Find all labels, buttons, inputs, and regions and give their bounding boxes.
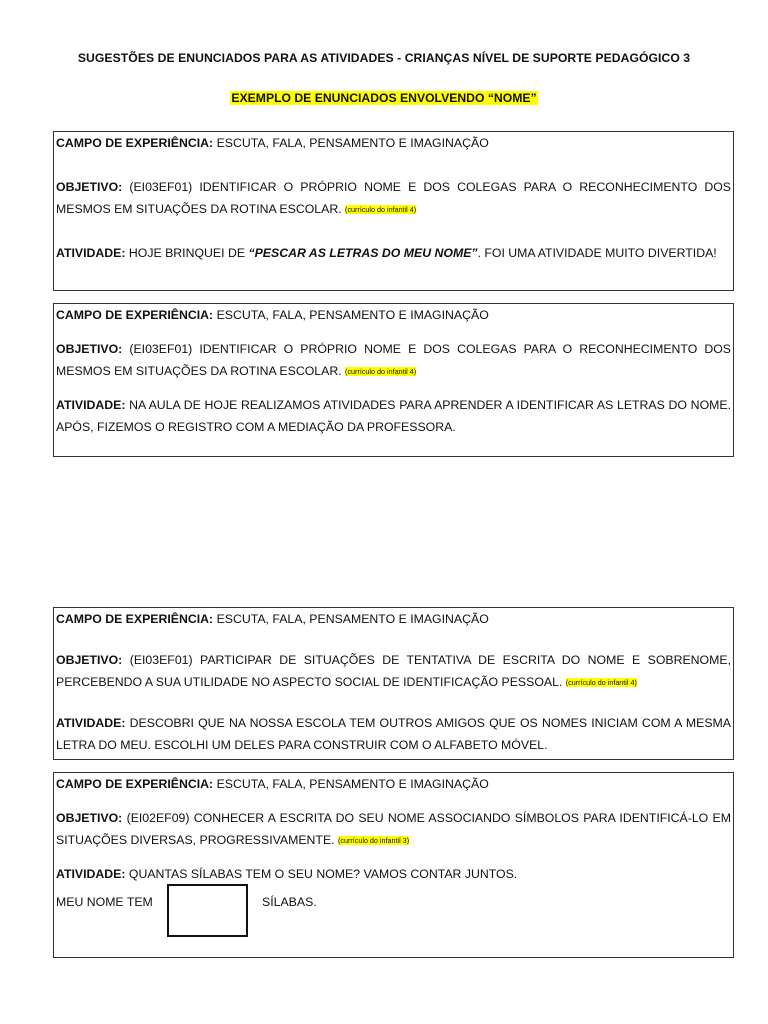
atividade-emphasis: “PESCAR AS LETRAS DO MEU NOME” xyxy=(248,246,478,260)
campo-label: CAMPO DE EXPERIÊNCIA: xyxy=(56,612,214,626)
objetivo-value: (EI02EF09) CONHECER A ESCRITA DO SEU NOME ASSOCIANDO SÍMBOLOS PARA IDENTIFICÁ-LO EM SITUAÇÕES DIVERSAS, PROGRESSIVAMENTE. xyxy=(56,811,731,847)
atividade-label: ATIVIDADE: xyxy=(56,867,126,881)
objetivo-line xyxy=(56,807,731,851)
campo-line xyxy=(56,304,731,326)
campo-label: CAMPO DE EXPERIÊNCIA: xyxy=(56,136,214,150)
atividade-line xyxy=(56,712,731,756)
campo-line xyxy=(56,608,731,630)
activity-card-4 xyxy=(53,772,734,958)
campo-value: ESCUTA, FALA, PENSAMENTO E IMAGINAÇÃO xyxy=(216,308,489,322)
activity-card-3 xyxy=(53,607,734,760)
objetivo-label: OBJETIVO: xyxy=(56,342,123,356)
activity-card-1 xyxy=(53,131,734,291)
atividade-label: ATIVIDADE: xyxy=(56,398,126,412)
atividade-value: DESCOBRI QUE NA NOSSA ESCOLA TEM OUTROS AMIGOS QUE OS NOMES INICIAM COM A MESMA LETRA DO MEU. ESCOLHI UM DELES PARA CONSTRUIR COM O ALFABETO MÓVEL. xyxy=(56,716,731,752)
atividade-value: NA AULA DE HOJE REALIZAMOS ATIVIDADES PARA APRENDER A IDENTIFICAR AS LETRAS DO NOME. APÓS, FIZEMOS O REGISTRO COM A MEDIAÇÃO DA PROFESSORA. xyxy=(56,398,731,434)
objetivo-line xyxy=(56,338,731,382)
curriculo-tag: (currículo do infantil 3) xyxy=(337,836,410,845)
campo-value: ESCUTA, FALA, PENSAMENTO E IMAGINAÇÃO xyxy=(216,612,489,626)
atividade-line xyxy=(56,242,731,264)
atividade-label: ATIVIDADE: xyxy=(56,246,126,260)
atividade-label: ATIVIDADE: xyxy=(56,716,126,730)
atividade-line xyxy=(56,863,731,885)
syllable-count-box[interactable] xyxy=(167,884,248,937)
campo-value: ESCUTA, FALA, PENSAMENTO E IMAGINAÇÃO xyxy=(216,136,489,150)
curriculo-tag: (currículo do infantil 4) xyxy=(345,367,417,376)
objetivo-label: OBJETIVO: xyxy=(56,180,123,194)
campo-line xyxy=(56,132,731,154)
document-subtitle xyxy=(0,91,768,105)
objetivo-line xyxy=(56,649,731,693)
campo-label: CAMPO DE EXPERIÊNCIA: xyxy=(56,777,214,791)
campo-label: CAMPO DE EXPERIÊNCIA: xyxy=(56,308,214,322)
campo-value: ESCUTA, FALA, PENSAMENTO E IMAGINAÇÃO xyxy=(216,777,489,791)
objetivo-label: OBJETIVO: xyxy=(56,811,123,825)
document-title: SUGESTÕES DE ENUNCIADOS PARA AS ATIVIDADES - CRIANÇAS NÍVEL DE SUPORTE PEDAGÓGICO 3 xyxy=(77,51,691,65)
atividade-value-start: HOJE BRINQUEI DE xyxy=(128,246,249,260)
objetivo-value: (EI03EF01) PARTICIPAR DE SITUAÇÕES DE TENTATIVA DE ESCRITA DO NOME E SOBRENOME, PERCEBENDO A SUA UTILIDADE NO ASPECTO SOCIAL DE IDENTIFICAÇÃO PESSOAL. xyxy=(56,653,731,689)
subtitle-highlight: EXEMPLO DE ENUNCIADOS ENVOLVENDO “NOME” xyxy=(231,91,537,105)
curriculo-tag: (currículo do infantil 4) xyxy=(345,205,417,214)
objetivo-line xyxy=(56,176,731,220)
objetivo-value: (EI03EF01) IDENTIFICAR O PRÓPRIO NOME E DOS COLEGAS PARA O RECONHECIMENTO DOS MESMOS EM SITUAÇÕES DA ROTINA ESCOLAR. xyxy=(56,342,731,378)
atividade-line xyxy=(56,394,731,438)
atividade-value-end: . FOI UMA ATIVIDADE MUITO DIVERTIDA! xyxy=(477,246,717,260)
campo-line xyxy=(56,773,731,795)
answer-suffix: SÍLABAS. xyxy=(262,895,317,909)
answer-prefix: MEU NOME TEM xyxy=(56,895,153,909)
objetivo-label: OBJETIVO: xyxy=(56,653,123,667)
activity-card-2 xyxy=(53,303,734,457)
atividade-value: QUANTAS SÍLABAS TEM O SEU NOME? VAMOS CONTAR JUNTOS. xyxy=(128,867,518,881)
curriculo-tag: (currículo do infantil 4) xyxy=(565,678,637,687)
objetivo-value: (EI03EF01) IDENTIFICAR O PRÓPRIO NOME E DOS COLEGAS PARA O RECONHECIMENTO DOS MESMOS EM SITUAÇÕES DA ROTINA ESCOLAR. xyxy=(56,180,731,216)
